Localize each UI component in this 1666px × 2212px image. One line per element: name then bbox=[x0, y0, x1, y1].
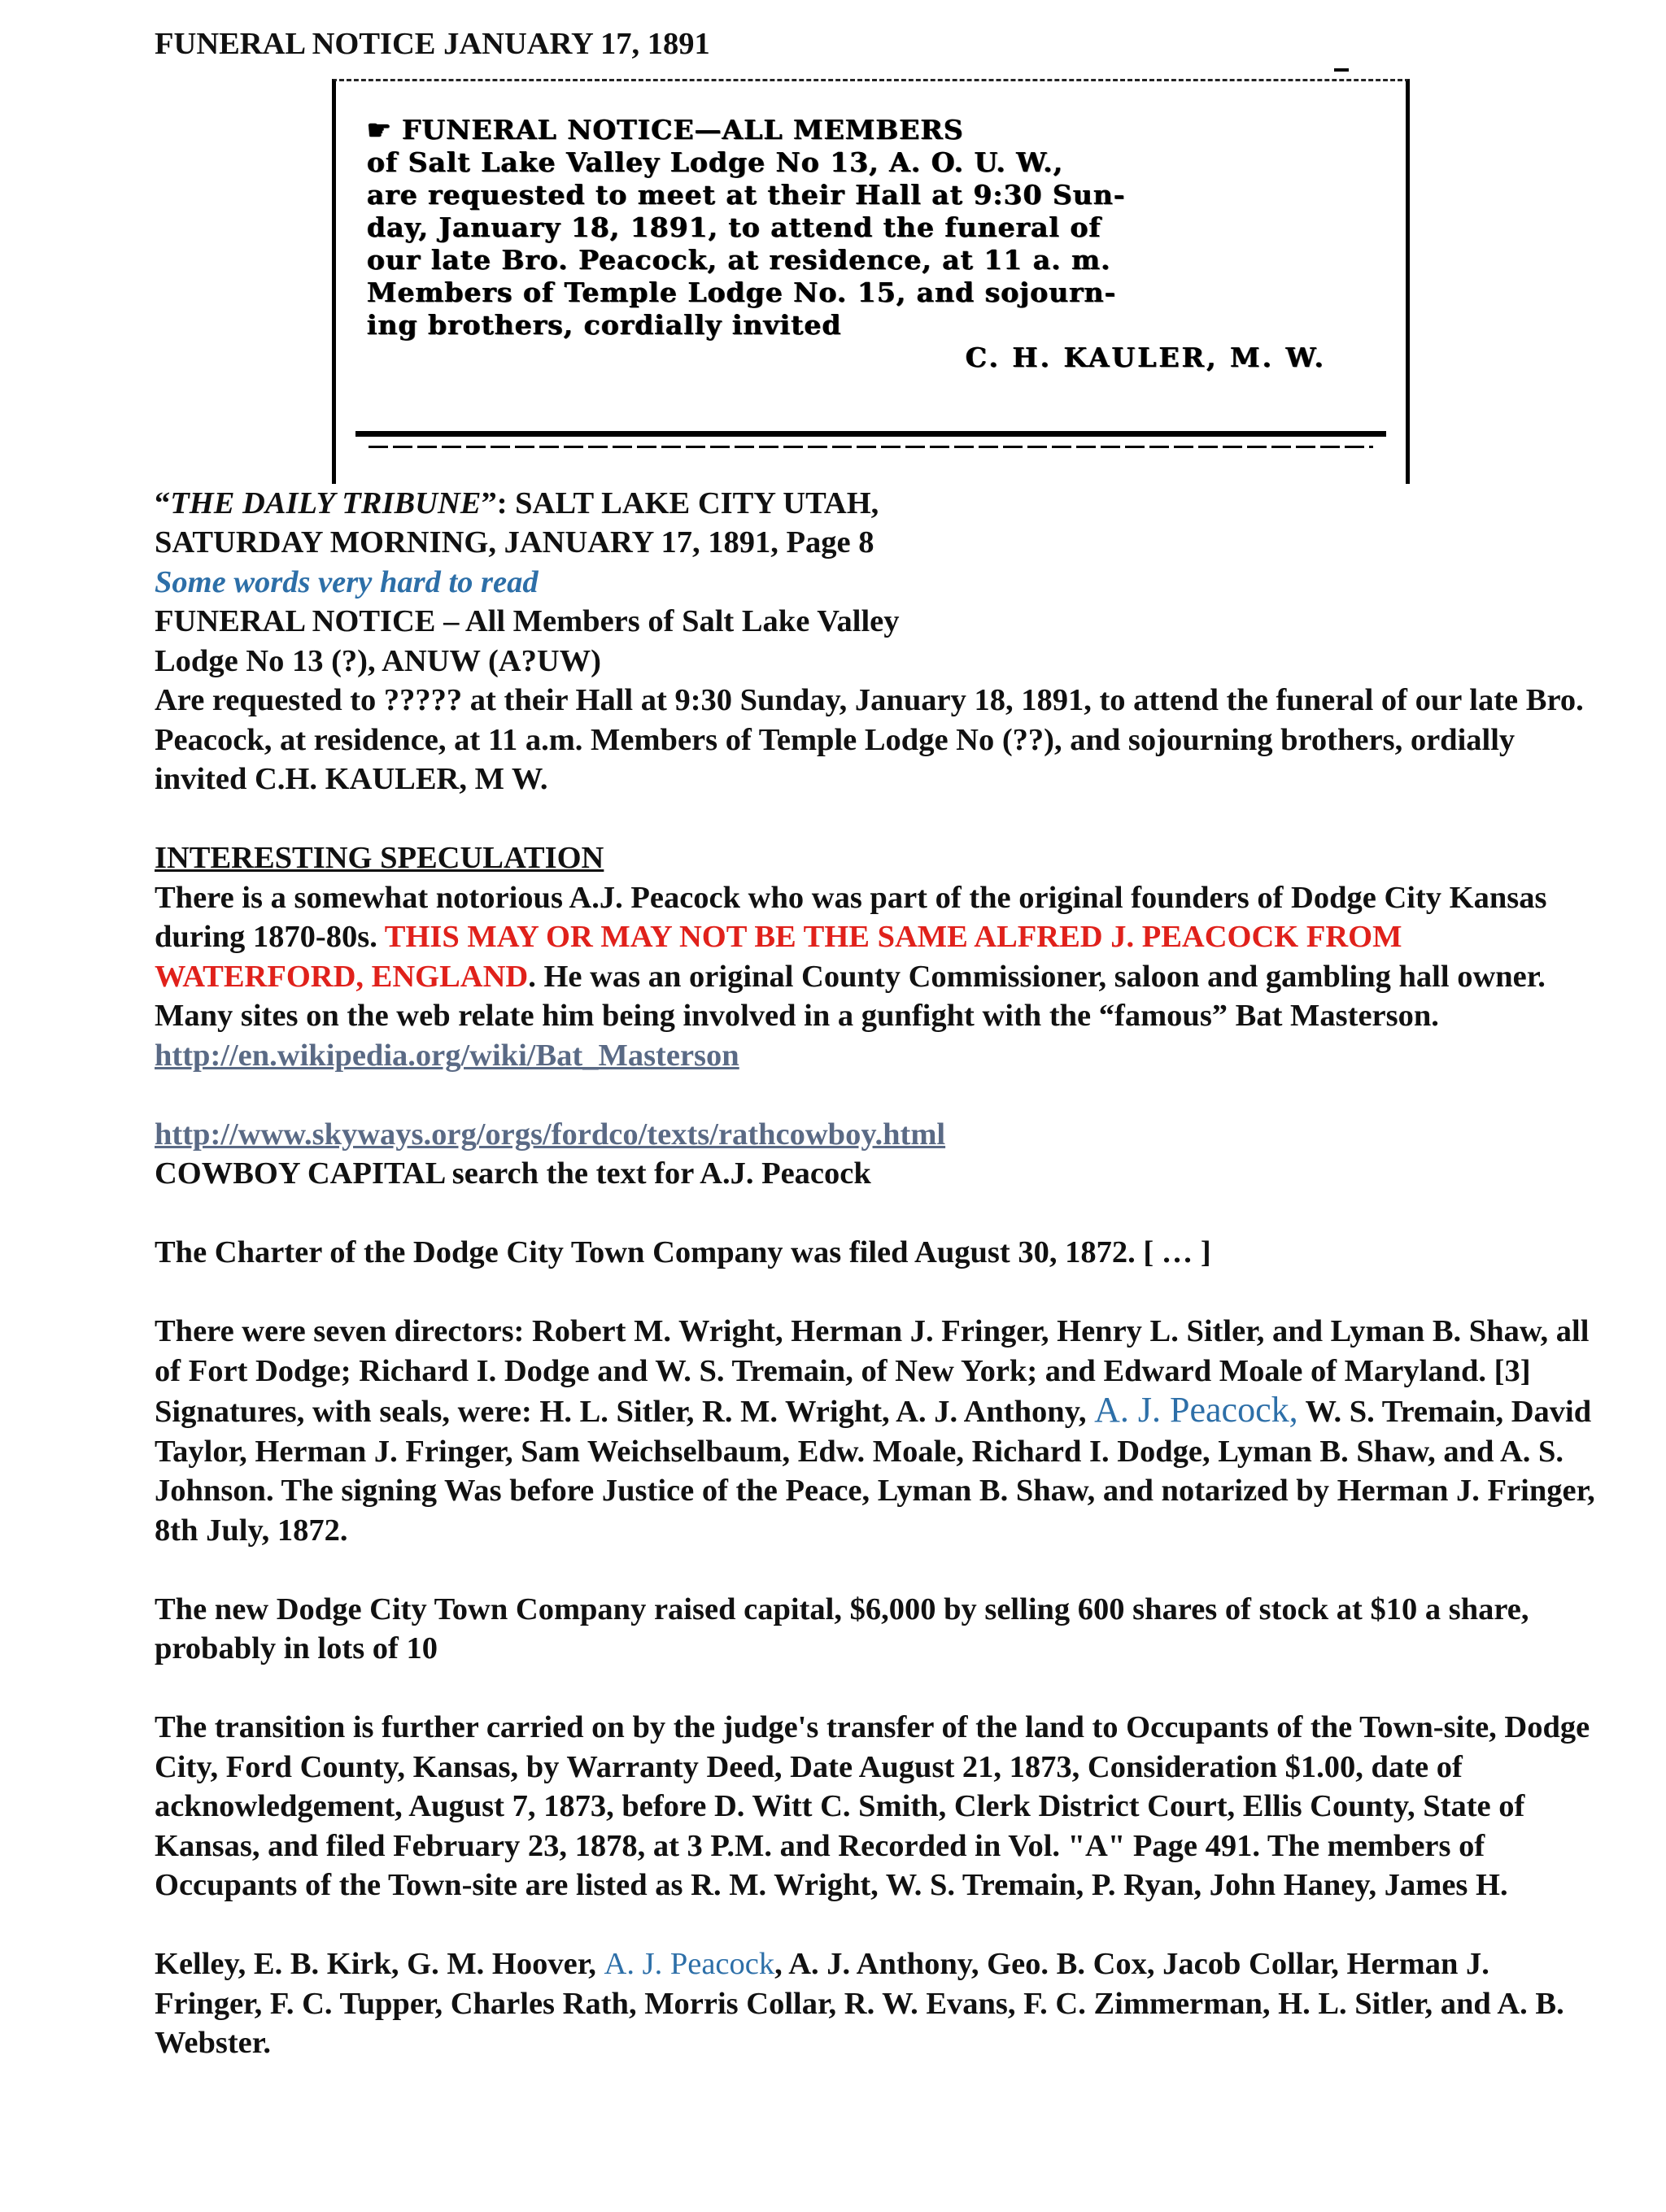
clipping-line: ☛ FUNERAL NOTICE—ALL MEMBERS bbox=[367, 113, 964, 146]
occupants-text-rest: , A. J. Anthony, Geo. B. Cox, Jacob Collar, Herman J. Fringer, F. C. Tupper, Charles Rath, Morris Collar, R. W. Evans, F. C. Zimmerman, H. L. Sitler, and A. B. Webster. bbox=[155, 1947, 1564, 2060]
skyways-link[interactable]: http://www.skyways.org/orgs/fordco/texts/rathcowboy.html bbox=[155, 1117, 946, 1152]
clipping-rule bbox=[355, 431, 1386, 437]
transfer-paragraph: The transition is further carried on by the judge's transfer of the land to Occupants of the Town-site, Dodge City, Ford County, Kansas, by Warranty Deed, Date August 21, 1873, Consideration $1.00, date of acknowledgement, August 7, 1873, before D. Witt C. Smith, Clerk District Court, Ellis County, State of Kansas, and filed February 23, 1878, at 3 P.M. and Recorded in Vol. "A" Page 491. The members of Occupants of the Town-site are listed as R. M. Wright, W. S. Tremain, P. Ryan, John Haney, James H. bbox=[155, 1710, 1590, 1902]
clipping-line: Members of Temple Lodge No. 15, and sojourn- bbox=[367, 276, 1117, 308]
charter-paragraph: The Charter of the Dodge City Town Company was filed August 30, 1872. [ … ] bbox=[155, 1235, 1211, 1269]
directors-paragraph bbox=[155, 1312, 1603, 1550]
legibility-note: Some words very hard to read bbox=[155, 564, 539, 599]
clipping-scan-image bbox=[332, 79, 1410, 484]
directors-text-rest: W. S. Tremain, David Taylor, Herman J. Fringer, Sam Weichselbaum, Edw. Moale, Richard I. Dodge, Lyman B. Shaw, and A. S. Johnson. The signing Was before Justice of the Peace, Lyman B. Shaw, and notarized by Herman J. Fringer, 8th July, 1872. bbox=[155, 1395, 1595, 1548]
citation-date: SATURDAY MORNING, JANUARY 17, 1891, Page 8 bbox=[155, 525, 874, 560]
capital-paragraph: The new Dodge City Town Company raised capital, $6,000 by selling 600 shares of stock at $10 a share, probably in lots of 10 bbox=[155, 1592, 1529, 1666]
clipping-line: of Salt Lake Valley Lodge No 13, A. O. U. W., bbox=[367, 146, 1064, 178]
clipping-signature: C. H. KAULER, M. W. bbox=[965, 341, 1326, 373]
clipping-line: ing brothers, cordially invited bbox=[367, 308, 842, 341]
occupants-paragraph bbox=[155, 1944, 1603, 2063]
speculation-highlight: THIS MAY OR MAY NOT BE THE SAME ALFRED J. PEACOCK FROM WATERFORD, ENGLAND bbox=[155, 920, 1402, 994]
transcript-body: Are requested to ????? at their Hall at 9:30 Sunday, January 18, 1891, to attend the funeral of our late Bro. Peacock, at residence, at 11 a.m. Members of Temple Lodge No (??), and sojourning brothers, ordially invited C.H. KAULER, M W. bbox=[155, 683, 1584, 796]
document-page bbox=[155, 24, 1603, 2063]
page-title: FUNERAL NOTICE JANUARY 17, 1891 bbox=[155, 27, 710, 61]
quote-mark: “ bbox=[155, 486, 171, 520]
section-heading: INTERESTING SPECULATION bbox=[155, 841, 604, 875]
source-citation bbox=[155, 484, 1603, 524]
clipping-mark bbox=[1334, 68, 1349, 72]
clipping-line: our late Bro. Peacock, at residence, at 11 a. m. bbox=[367, 243, 1111, 276]
clipping-rule-dashed bbox=[369, 446, 1373, 448]
newspaper-name: THE DAILY TRIBUNE bbox=[170, 486, 482, 520]
occupants-text: Kelley, E. B. Kirk, G. M. Hoover, bbox=[155, 1947, 604, 1981]
clipping-line: day, January 18, 1891, to attend the funeral of bbox=[367, 211, 1101, 243]
citation-location: ”: SALT LAKE CITY UTAH, bbox=[481, 486, 879, 520]
newspaper-clipping bbox=[332, 79, 1410, 484]
directors-text: There were seven directors: Robert M. Wright, Herman J. Fringer, Henry L. Sitler, and Lyman B. Shaw, all of Fort Dodge; Richard I. Dodge and W. S. Tremain, of New York; and Edward Moale of Maryland. [3] Signatures, with seals, were: H. L. Sitler, R. M. Wright, A. J. Anthony, bbox=[155, 1314, 1590, 1429]
speculation-paragraph bbox=[155, 878, 1603, 1036]
transcript-line: FUNERAL NOTICE – All Members of Salt Lake Valley bbox=[155, 604, 900, 638]
clipping-line: are requested to meet at their Hall at 9:30 Sun- bbox=[367, 178, 1126, 211]
peacock-name-highlight: A. J. Peacock bbox=[604, 1947, 775, 1981]
search-note: COWBOY CAPITAL search the text for A.J. Peacock bbox=[155, 1156, 871, 1191]
speculation-rest: . He was an original County Commissioner, saloon and gambling hall owner. Many sites on the web relate him being involved in a gunfight with the “famous” Bat Masterson. bbox=[155, 959, 1546, 1033]
wikipedia-link[interactable]: http://en.wikipedia.org/wiki/Bat_Masterson bbox=[155, 1038, 739, 1073]
transcript-line: Lodge No 13 (?), ANUW (A?UW) bbox=[155, 643, 601, 678]
peacock-name-highlight: A. J. Peacock, bbox=[1094, 1390, 1298, 1430]
speculation-intro: There is a somewhat notorious A.J. Peacock who was part of the original founders of Dodge City Kansas during 1870-80s. bbox=[155, 880, 1547, 954]
